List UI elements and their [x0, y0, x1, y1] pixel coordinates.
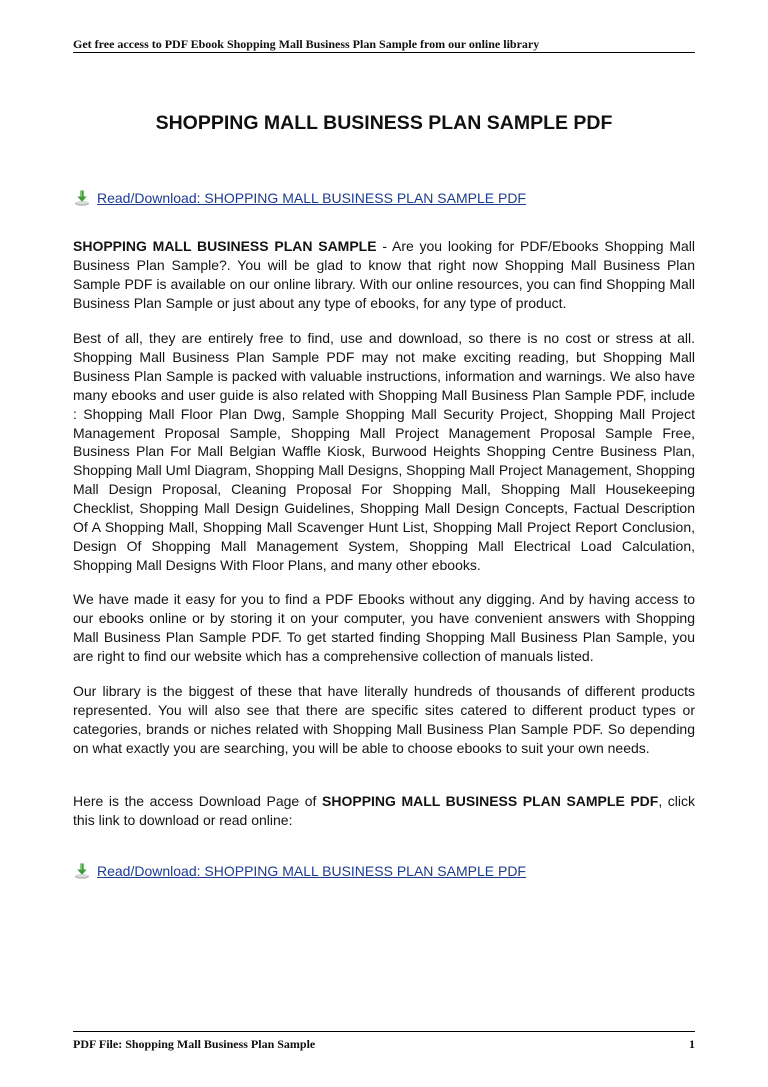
download-icon — [73, 862, 91, 880]
paragraph-easy-access: We have made it easy for you to find a PDF Ebooks without any digging. And by having access to our ebooks online or by storing it on your computer, you have convenient answers with Shopping Mall Business Plan Sample PDF. To get started finding Shopping Mall Business Plan Sample, you are right to find our website which has a comprehensive collection of manuals listed. — [73, 591, 695, 664]
download-link-bottom[interactable] — [73, 861, 526, 881]
pdf-page — [73, 0, 695, 1087]
document-title: SHOPPING MALL BUSINESS PLAN SAMPLE PDF — [155, 112, 613, 134]
download-link-label[interactable]: Read/Download: SHOPPING MALL BUSINESS PLAN SAMPLE PDF — [97, 863, 526, 879]
intro-paragraph — [73, 237, 695, 313]
intro-bold-lead: SHOPPING MALL BUSINESS PLAN SAMPLE — [73, 238, 377, 254]
header-rule — [73, 52, 695, 53]
access-paragraph — [73, 792, 695, 830]
page-number: 1 — [689, 1037, 695, 1051]
paragraph-related-ebooks: Best of all, they are entirely free to find, use and download, so there is no cost or stress at all. Shopping Mall Business Plan Sample PDF may not make exciting reading, but Shopping Mall Business Plan Sample is packed with valuable instructions, information and warnings. We also have many ebooks and user guide is also related with Shopping Mall Business Plan Sample PDF, include : Shopping Mall Floor Plan Dwg, Sample Shopping Mall Security Project, Shopping Mall Project Management Proposal Sample, Shopping Mall Project Management Proposal Sample Free, Business Plan For Mall Belgian Waffle Kiosk, Burwood Heights Shopping Centre Business Plan, Shopping Mall Uml Diagram, Shopping Mall Designs, Shopping Mall Project Management, Shopping Mall Design Proposal, Cleaning Proposal For Shopping Mall, Shopping Mall Housekeeping Checklist, Shopping Mall Design Guidelines, Shopping Mall Design Concepts, Factual Description Of A Shopping Mall, Shopping Mall Scavenger Hunt List, Shopping Mall Project Report Conclusion, Design Of Shopping Mall Management System, Shopping Mall Electrical Load Calculation, Shopping Mall Designs With Floor Plans, and many other ebooks. — [73, 330, 695, 573]
paragraph-library: Our library is the biggest of these that have literally hundreds of thousands of different products represented. You will also see that there are specific sites catered to different product types or categories, brands or niches related with Shopping Mall Business Plan Sample PDF. So depending on what exactly you are searching, you will be able to choose ebooks to suit your own needs. — [73, 683, 695, 756]
access-text-after: , click this link to download or read online: — [73, 793, 696, 828]
footer-rule — [73, 1031, 695, 1032]
download-icon — [73, 189, 91, 207]
intro-text: - Are you looking for PDF/Ebooks Shopping Mall Business Plan Sample?. You will be glad to know that right now Shopping Mall Business Plan Sample PDF is available on our online library. With our online resources, you can find Shopping Mall Business Plan Sample or just about any type of ebooks, for any type of product. — [73, 238, 695, 311]
access-text-before: Here is the access Download Page of — [73, 793, 323, 809]
download-link-label[interactable]: Read/Download: SHOPPING MALL BUSINESS PLAN SAMPLE PDF — [97, 190, 526, 206]
footer-file-label: PDF File: Shopping Mall Business Plan Sample — [73, 1037, 316, 1051]
download-link-top[interactable] — [73, 188, 526, 208]
running-header: Get free access to PDF Ebook Shopping Mall Business Plan Sample from our online library — [73, 37, 540, 51]
access-text-bold: SHOPPING MALL BUSINESS PLAN SAMPLE PDF — [322, 793, 659, 809]
